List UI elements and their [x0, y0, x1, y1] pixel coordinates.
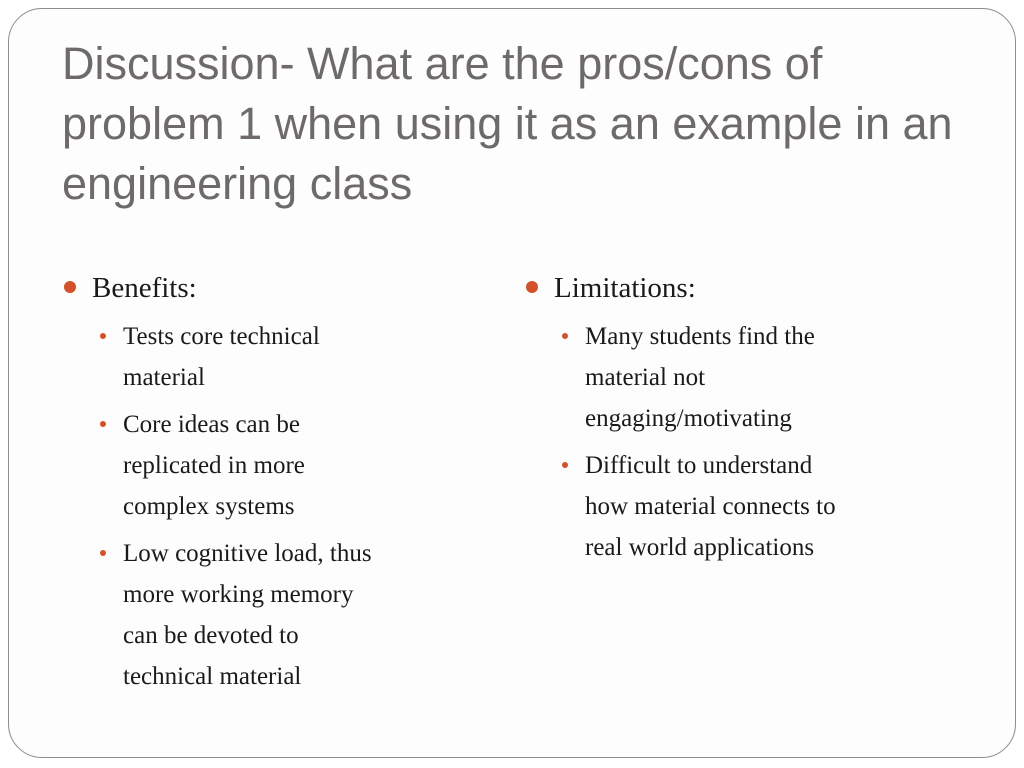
bullet-dot-icon [100, 333, 106, 339]
limitations-column [524, 268, 924, 574]
list-item-text: Core ideas can be replicated in more complex systems [123, 411, 305, 520]
slide-title: Discussion- What are the pros/cons of problem 1 when using it as an example in an engineering class [62, 38, 953, 209]
benefits-heading: Benefits: [92, 272, 197, 304]
bullet-dot-icon [562, 462, 568, 468]
list-item-text: Many students find the material not engaging/motivating [585, 323, 815, 432]
bullet-dot-icon [526, 281, 538, 293]
bullet-dot-icon [100, 421, 106, 427]
benefits-list [62, 316, 462, 697]
list-item [62, 404, 393, 527]
list-item-text: Difficult to understand how material connects to real world applications [585, 452, 836, 561]
benefits-column [62, 268, 462, 703]
list-item [62, 316, 393, 398]
limitations-heading: Limitations: [554, 272, 696, 304]
bullet-dot-icon [64, 281, 76, 293]
benefits-heading-item [62, 268, 462, 308]
limitations-heading-item [524, 268, 924, 308]
list-item [524, 445, 855, 568]
bullet-dot-icon [562, 333, 568, 339]
list-item [524, 316, 855, 439]
limitations-list [524, 316, 924, 568]
bullet-dot-icon [100, 550, 106, 556]
list-item-text: Low cognitive load, thus more working memory can be devoted to technical material [123, 540, 372, 690]
list-item [62, 533, 393, 697]
list-item-text: Tests core technical material [123, 323, 320, 391]
